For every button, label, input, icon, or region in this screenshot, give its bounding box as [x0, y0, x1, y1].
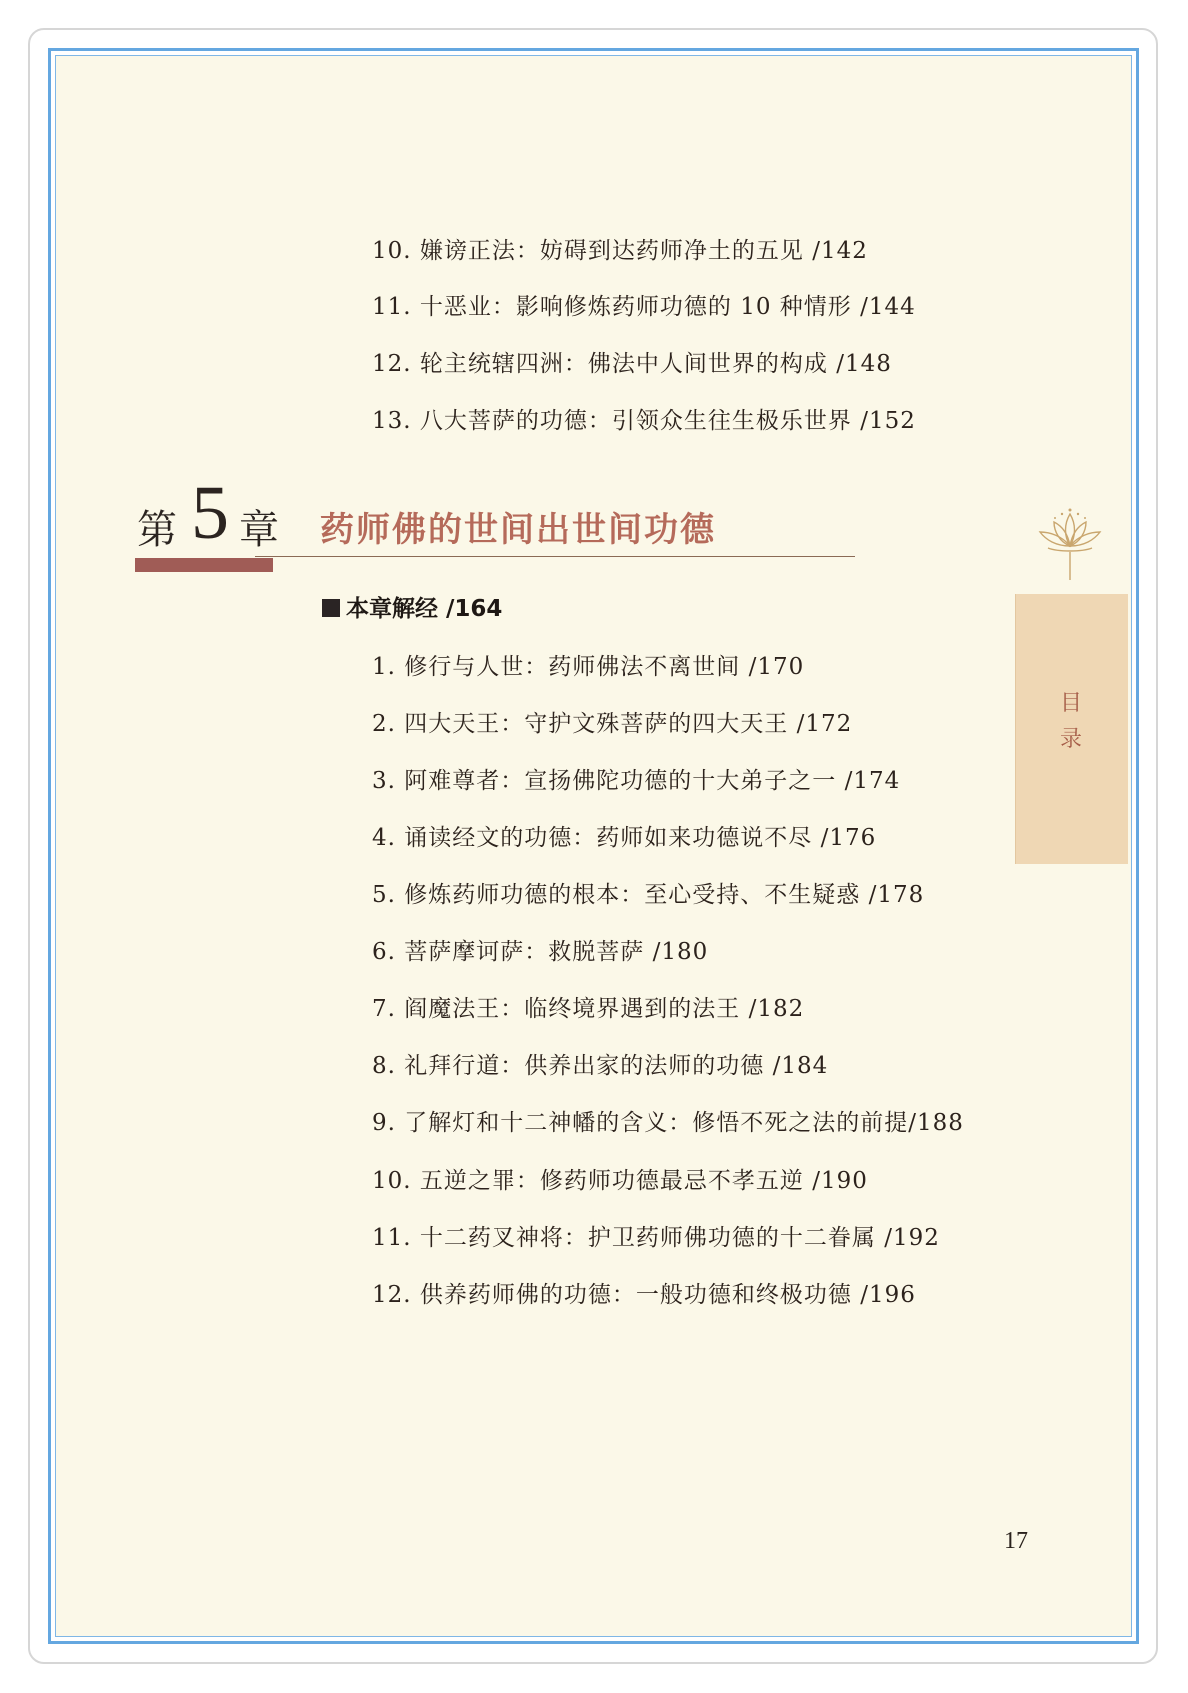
square-bullet-icon: [322, 599, 340, 617]
chapter-prefix: 第: [137, 507, 177, 553]
toc-entry[interactable]: 7. 阎魔法王：临终境界遇到的法王 /182: [372, 996, 805, 1022]
toc-entry[interactable]: 6. 菩萨摩诃萨：救脱菩萨 /180: [372, 939, 709, 965]
chapter-suffix: 章: [239, 507, 279, 553]
toc-entry[interactable]: 11. 十二药叉神将：护卫药师佛功德的十二眷属 /192: [372, 1225, 940, 1251]
toc-entry[interactable]: 1. 修行与人世：药师佛法不离世间 /170: [372, 654, 805, 680]
chapter-accent-bar: [135, 558, 273, 572]
page-number: 17: [1004, 1528, 1028, 1554]
toc-entry[interactable]: 8. 礼拜行道：供养出家的法师的功德 /184: [372, 1053, 829, 1079]
lotus-icon: [1030, 502, 1110, 582]
side-tab-char: 目: [1060, 691, 1083, 716]
toc-entry[interactable]: 3. 阿难尊者：宣扬佛陀功德的十大弟子之一 /174: [372, 768, 901, 794]
toc-entry[interactable]: 9. 了解灯和十二神幡的含义：修悟不死之法的前提/188: [372, 1110, 964, 1136]
toc-entry[interactable]: 10. 嫌谤正法：妨碍到达药师净土的五见 /142: [372, 238, 868, 264]
toc-side-tab[interactable]: [1015, 594, 1128, 864]
side-tab-char: 录: [1060, 727, 1083, 752]
toc-entry[interactable]: 13. 八大菩萨的功德：引领众生往生极乐世界 /152: [372, 408, 916, 434]
section-heading[interactable]: [322, 590, 502, 623]
chapter-underline: [255, 556, 855, 557]
chapter-title: 药师佛的世间出世间功德: [320, 510, 716, 550]
toc-entry[interactable]: 5. 修炼药师功德的根本：至心受持、不生疑惑 /178: [372, 882, 925, 908]
section-label: 本章解经 /164: [346, 596, 503, 622]
toc-entry[interactable]: 10. 五逆之罪：修药师功德最忌不孝五逆 /190: [372, 1168, 868, 1194]
chapter-heading: [135, 470, 755, 555]
toc-entry[interactable]: 11. 十恶业：影响修炼药师功德的 10 种情形 /144: [372, 294, 916, 320]
toc-entry[interactable]: 4. 诵读经文的功德：药师如来功德说不尽 /176: [372, 825, 877, 851]
toc-entry[interactable]: 12. 供养药师佛的功德：一般功德和终极功德 /196: [372, 1282, 916, 1308]
toc-entry[interactable]: 12. 轮主统辖四洲：佛法中人间世界的构成 /148: [372, 351, 892, 377]
toc-entry[interactable]: 2. 四大天王：守护文殊菩萨的四大天王 /172: [372, 711, 853, 737]
chapter-number: 5: [191, 471, 229, 555]
